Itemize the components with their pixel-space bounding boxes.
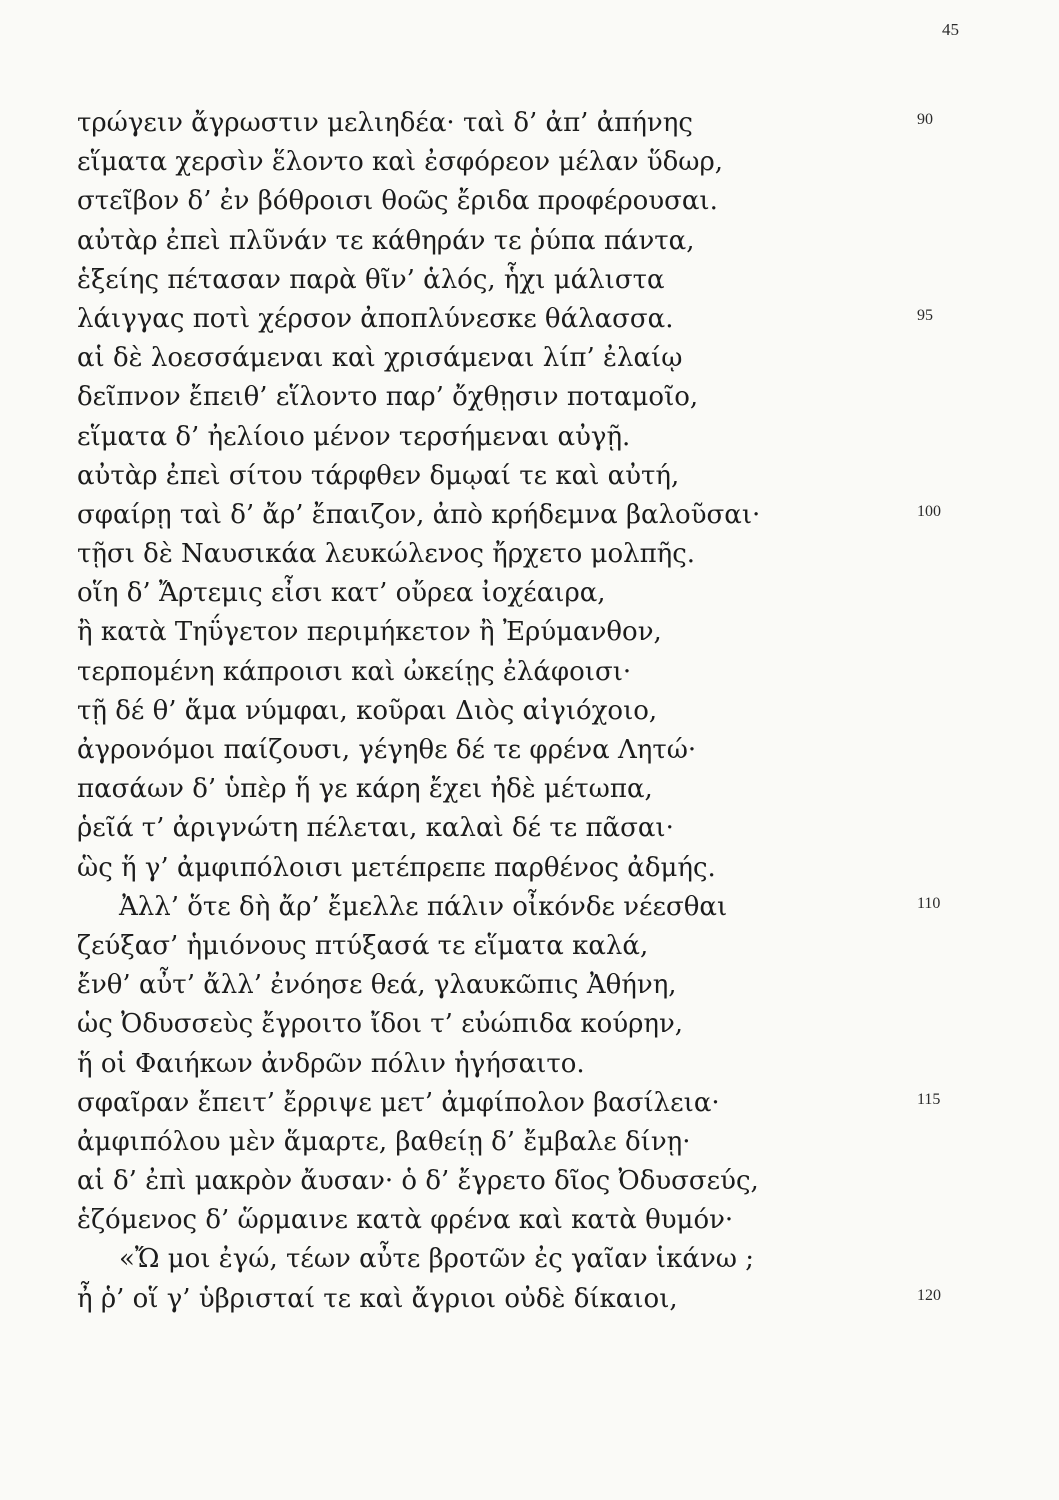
verse-line-text: πασάων δ’ ὑπὲρ ἥ γε κάρη ἔχει ἠδὲ μέτωπα,	[77, 774, 653, 805]
verse-line	[77, 770, 977, 809]
verse-line	[77, 496, 977, 535]
verse-line-text: ζεύξασ’ ἡμιόνους πτύξασά τε εἵματα καλά,	[77, 930, 649, 961]
verse-line	[77, 457, 977, 496]
verse-line	[77, 966, 977, 1005]
verse-line	[77, 731, 977, 770]
verse-line-text: λάιγγας ποτὶ χέρσον ἀποπλύνεσκε θάλασσα.	[77, 303, 674, 334]
verse-line	[77, 1280, 977, 1319]
verse-line-text: αἱ δ’ ἐπὶ μακρὸν ἄυσαν· ὁ δ’ ἔγρετο δῖος Ὀδυσσεύς,	[77, 1166, 759, 1197]
verse-line-text: τῇσι δὲ Ναυσικάα λευκώλενος ἤρχετο μολπῆς.	[77, 539, 696, 570]
verse-line-text: τερπομένη κάπροισι καὶ ὠκείῃς ἐλάφοισι·	[77, 656, 632, 687]
line-number: 120	[917, 1286, 941, 1304]
verse-line	[77, 692, 977, 731]
verse-line-text: αἱ δὲ λοεσσάμεναι καὶ χρισάμεναι λίπ’ ἐλαίῳ	[77, 343, 683, 374]
verse-line-text: ἑζόμενος δ’ ὥρμαινε κατὰ φρένα καὶ κατὰ θυμόν·	[77, 1205, 734, 1236]
verse-line-text: σφαίρῃ ταὶ δ’ ἄρ’ ἔπαιζον, ἀπὸ κρήδεμνα βαλοῦσαι·	[77, 499, 761, 530]
verse-line-text: αὐτὰρ ἐπεὶ πλῦνάν τε κάθηράν τε ῥύπα πάντα,	[77, 225, 695, 256]
verse-line-text: «Ὤ μοι ἐγώ, τέων αὖτε βροτῶν ἐς γαῖαν ἱκάνω ;	[119, 1244, 754, 1275]
line-number: 100	[917, 502, 941, 520]
verse-line	[77, 1240, 977, 1279]
verse-line-text: ῥεῖά τ’ ἀριγνώτη πέλεται, καλαὶ δέ τε πᾶσαι·	[77, 813, 674, 844]
verse-line	[77, 1005, 977, 1044]
verse-line-text: σφαῖραν ἔπειτ’ ἔρριψε μετ’ ἀμφίπολον βασίλεια·	[77, 1087, 720, 1118]
line-number: 110	[917, 894, 941, 912]
verse-line	[77, 339, 977, 378]
verse-line	[77, 300, 977, 339]
verse-line	[77, 182, 977, 221]
verse-line	[77, 809, 977, 848]
verse-line-text: οἵη δ’ Ἄρτεμις εἶσι κατ’ οὔρεα ἰοχέαιρα,	[77, 578, 606, 609]
verse-line	[77, 1162, 977, 1201]
verse-line	[77, 613, 977, 652]
page-number: 45	[942, 20, 959, 39]
verse-line	[77, 1201, 977, 1240]
verse-line-text: δεῖπνον ἔπειθ’ εἵλοντο παρ’ ὄχθῃσιν ποταμοῖο,	[77, 382, 699, 413]
verse-line	[77, 418, 977, 457]
verse-line	[77, 653, 977, 692]
verse-line	[77, 104, 977, 143]
verse-line	[77, 222, 977, 261]
verse-line-text: Ἀλλ’ ὅτε δὴ ἄρ’ ἔμελλε πάλιν οἶκόνδε νέεσθαι	[119, 891, 728, 922]
line-number: 115	[917, 1090, 941, 1108]
verse-line-text: ἑξείης πέτασαν παρὰ θῖν’ ἁλός, ἧχι μάλιστα	[77, 264, 665, 295]
verse-line	[77, 143, 977, 182]
verse-line-text: ἢ κατὰ Τηΰγετον περιμήκετον ἢ Ἐρύμανθον,	[77, 617, 662, 648]
verse-line	[77, 849, 977, 888]
verse-line-text: αὐτὰρ ἐπεὶ σίτου τάρφθεν δμῳαί τε καὶ αὐτή,	[77, 460, 680, 491]
verse-line-text: τρώγειν ἄγρωστιν μελιηδέα· ταὶ δ’ ἀπ’ ἀπήνης	[77, 108, 693, 138]
verse-line-text: στεῖβον δ’ ἐν βόθροισι θοῶς ἔριδα προφέρουσαι.	[77, 186, 718, 217]
verse-line	[77, 1045, 977, 1084]
verse-line	[77, 1084, 977, 1123]
verse-line-text: ἦ ῥ’ οἵ γ’ ὑβρισταί τε καὶ ἄγριοι οὐδὲ δίκαιοι,	[77, 1283, 678, 1314]
verse-line-text: ἀγρονόμοι παίζουσι, γέγηθε δέ τε φρένα Λητώ·	[77, 735, 697, 765]
verse-line-text: εἵματα χερσὶν ἕλοντο καὶ ἐσφόρεον μέλαν ὕδωρ,	[77, 147, 724, 178]
verse-line	[77, 378, 977, 417]
verse-line-text: ἥ οἱ Φαιήκων ἀνδρῶν πόλιν ἡγήσαιτο.	[77, 1048, 585, 1079]
verse-line	[77, 574, 977, 613]
verse-line	[77, 261, 977, 300]
verse-text-block	[77, 104, 977, 1319]
verse-line-text: ὡς Ὀδυσσεὺς ἔγροιτο ἴδοι τ’ εὐώπιδα κούρην,	[77, 1009, 684, 1040]
verse-line	[77, 927, 977, 966]
verse-line	[77, 888, 977, 927]
verse-line-text: ἀμφιπόλου μὲν ἅμαρτε, βαθείῃ δ’ ἔμβαλε δίνῃ·	[77, 1126, 691, 1157]
verse-line-text: τῇ δέ θ’ ἅμα νύμφαι, κοῦραι Διὸς αἰγιόχοιο,	[77, 695, 658, 726]
verse-line	[77, 535, 977, 574]
verse-line	[77, 1123, 977, 1162]
verse-line-text: ἔνθ’ αὖτ’ ἄλλ’ ἐνόησε θεά, γλαυκῶπις Ἀθήνη,	[77, 970, 677, 1001]
verse-line-text: ὣς ἥ γ’ ἀμφιπόλοισι μετέπρεπε παρθένος ἀδμής.	[77, 852, 716, 883]
line-number: 90	[917, 111, 933, 128]
line-number: 95	[917, 306, 933, 324]
verse-line-text: εἵματα δ’ ἠελίοιο μένον τερσήμεναι αὐγῇ.	[77, 421, 631, 452]
